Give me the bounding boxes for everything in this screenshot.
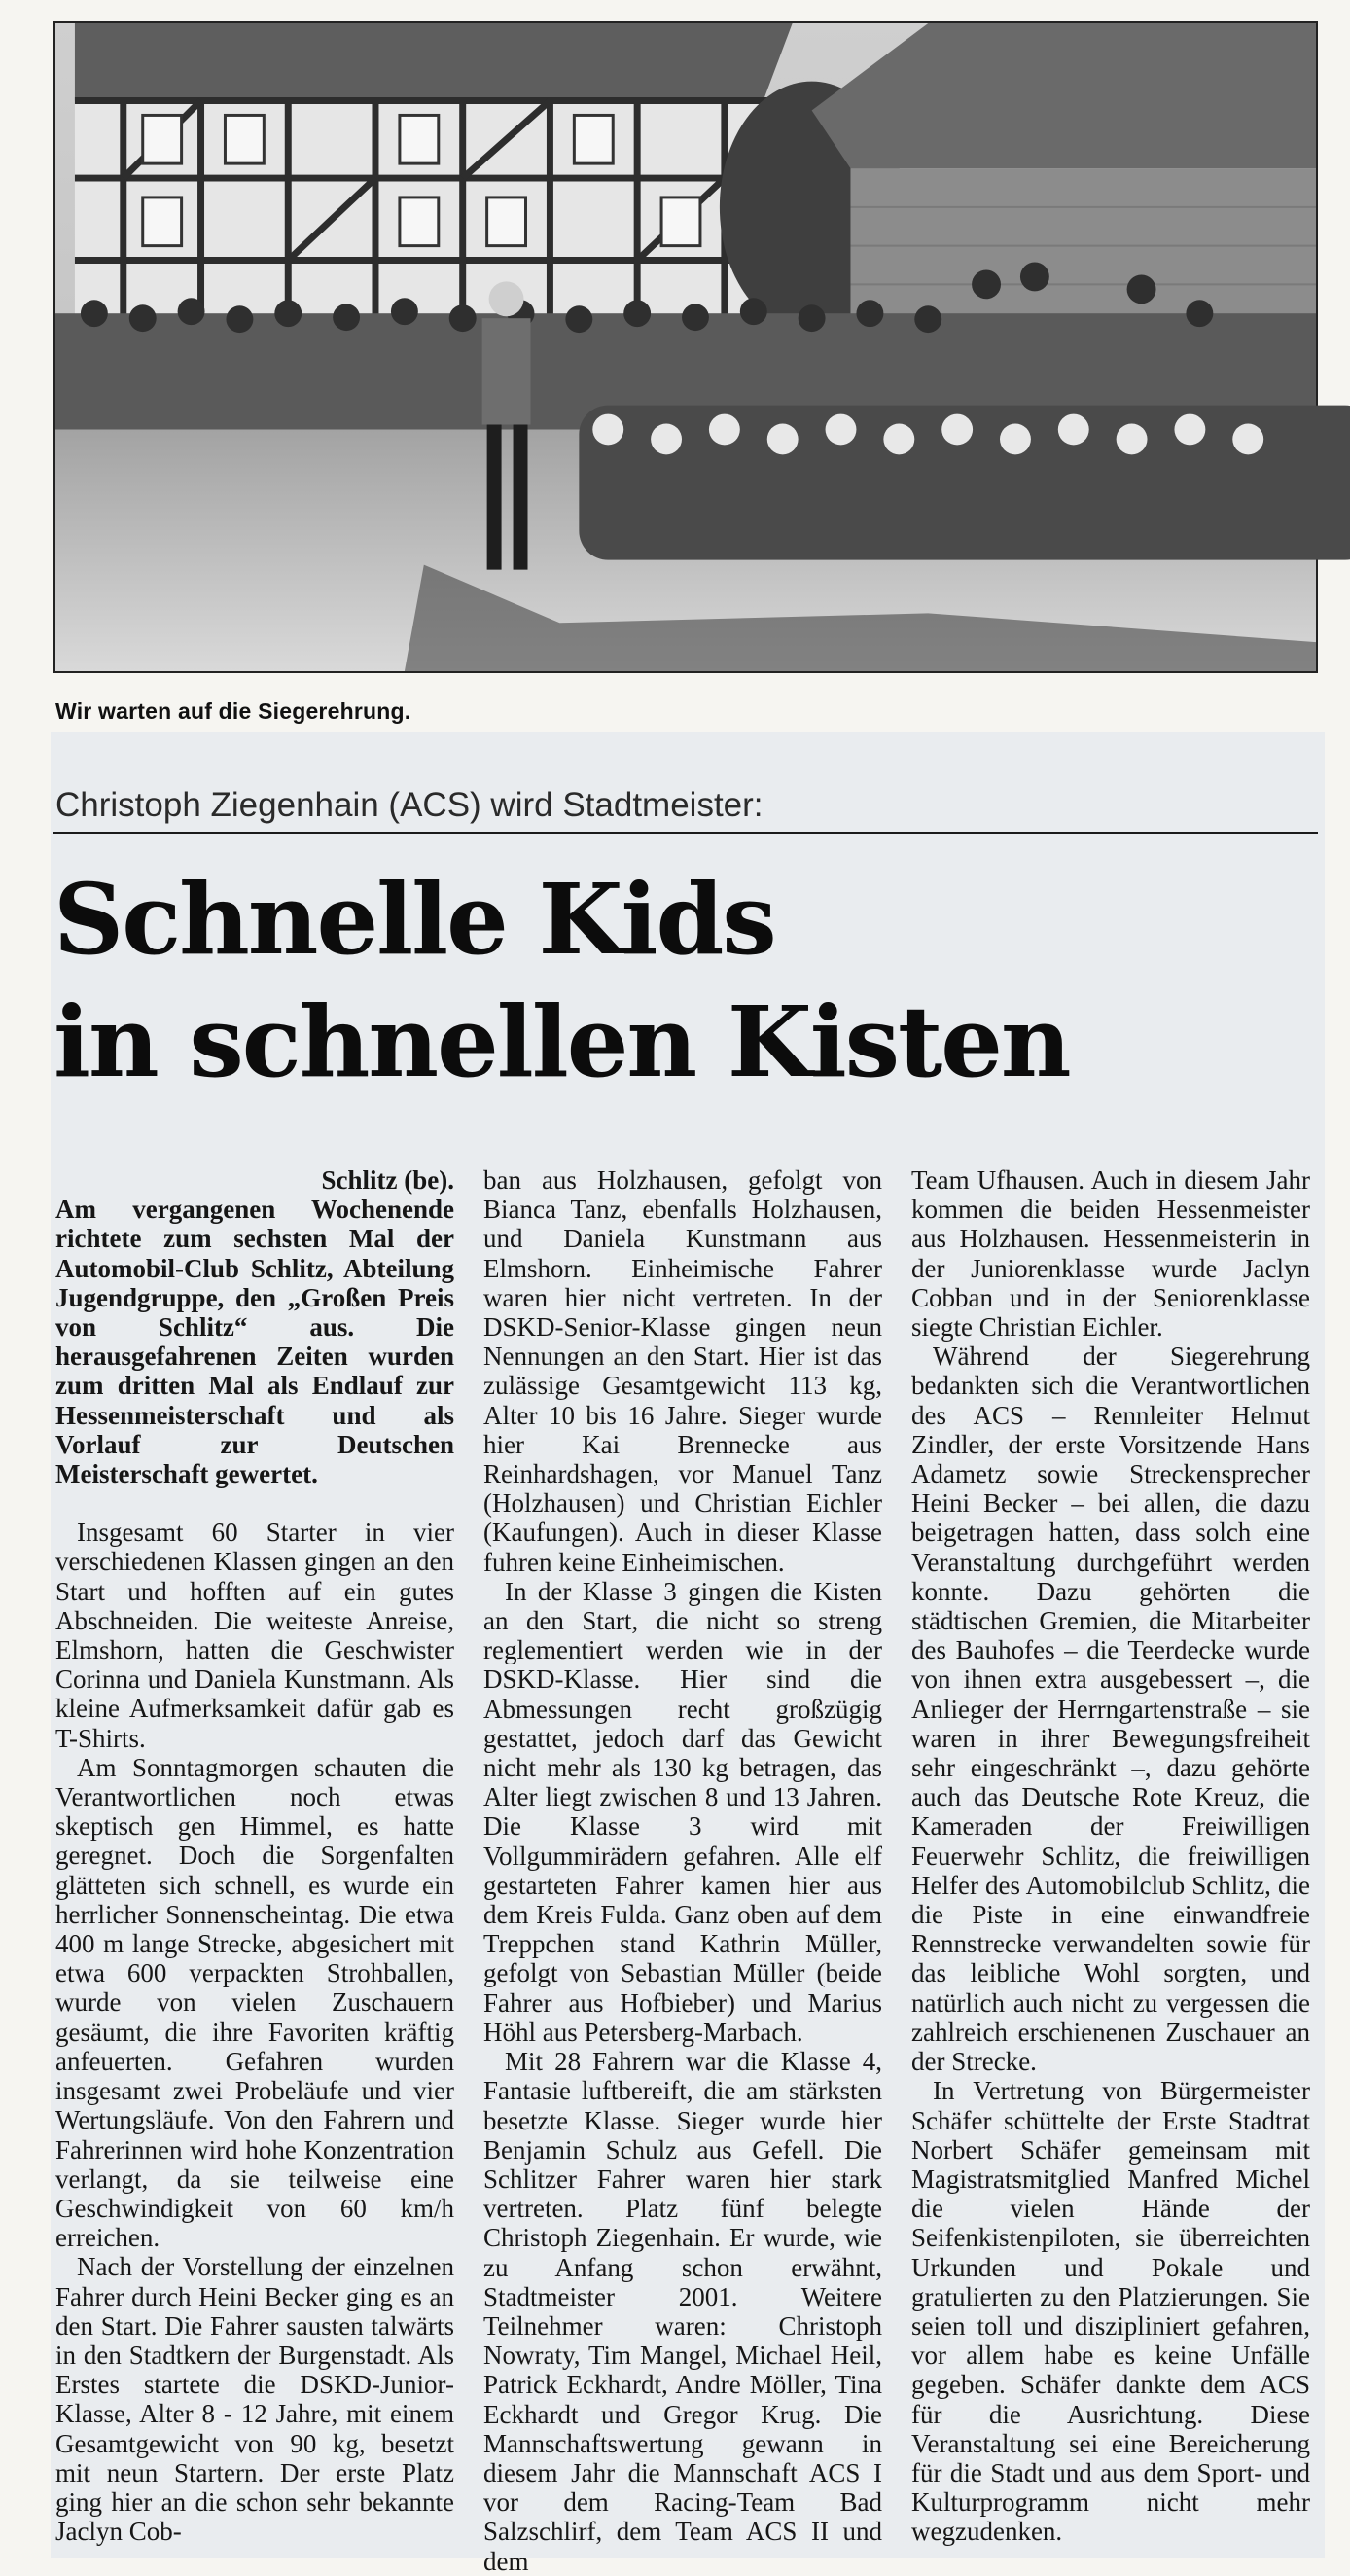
kicker-rule [53, 832, 1318, 834]
body-paragraph: Mit 28 Fahrern war die Klasse 4, Fantasie luftbereift, die am stärksten besetzte Klasse. Sieger wurde hier Benjamin Schulz aus Gefell. Die Schlitzer Fahrer waren hier stark vertreten. Platz fünf belegte Christoph Ziegenhain. Er wurde, wie zu Anfang schon erwähnt, Stadtmeister 2001. Weitere Teilnehmer waren: Christoph Nowraty, Tim Mangel, Michael Heil, Patrick Eckhardt, Andre Möller, Tina Eckhardt und Gregor Krug. Die Mannschaftswertung gewann in diesem Jahr die Mannschaft ACS I vor dem Racing-Team Bad Salzschlirf, dem Team ACS II und dem [483, 2047, 882, 2576]
body-paragraph: Insgesamt 60 Starter in vier verschiedenen Klassen gingen an den Start und hofften auf ein gutes Abschneiden. Die weiteste Anreise, Elmshorn, hatten die Geschwister Corinna und Daniela Kunstmann. Als kleine Aufmerksamkeit dafür gab es T-Shirts. [55, 1518, 454, 1753]
lead-text: Am vergangenen Wochenende richtete zum sechsten Mal der Automobil-Club Schlitz, Abteilung Jugendgruppe, den „Großen Preis von Schlitz“ aus. Die herausgefahrenen Zeiten wurden zum dritten Mal als Endlauf zur Hessenmeisterschaft und als Vorlauf zur Deutschen Meisterschaft gewertet. [55, 1195, 454, 1489]
article-column-3 [911, 1165, 1310, 2557]
body-paragraph: In Vertretung von Bürgermeister Schäfer schüttelte der Erste Stadtrat Norbert Schäfer gemeinsam mit Magistratsmitglied Manfred Michel die vielen Hände der Seifenkistenpiloten, sie überreichten Urkunden und Pokale und gratulierten zu den Platzierungen. Sie seien toll und diszipliniert gefahren, vor allem habe es keine Unfälle gegeben. Schäfer dankte dem ACS für die Ausrichtung. Diese Veranstaltung sei eine Bereicherung für die Stadt und aus dem Sport- und Kulturprogramm nicht mehr wegzudenken. [911, 2076, 1310, 2547]
article-column-2 [483, 1165, 882, 2576]
article-kicker: Christoph Ziegenhain (ACS) wird Stadtmeister: [55, 786, 764, 824]
article-photo [53, 21, 1318, 673]
body-paragraph-continued: ban aus Holzhausen, gefolgt von Bianca Tanz, ebenfalls Holzhausen, und Daniela Kunstmann aus Elmshorn. Einheimische Fahrer waren hier nicht vertreten. In der DSKD-Senior-Klasse gingen neun Nennungen an den Start. Hier ist das zulässige Gesamtgewicht 113 kg, Alter 10 bis 16 Jahre. Sieger wurde hier Kai Brennecke aus Reinhardshagen, vor Manuel Tanz (Holzhausen) und Christian Eichler (Kaufungen). Auch in dieser Klasse fuhren keine Einheimischen. [483, 1165, 882, 1577]
dateline: Schlitz (be). [321, 1165, 454, 1195]
half-timbered-house [75, 23, 793, 333]
headline-line-2: in schnellen Kisten [53, 984, 1070, 1099]
group-photo-illustration [55, 23, 1316, 671]
body-paragraph: Am Sonntagmorgen schauten die Verantwortlichen noch etwas skeptisch gen Himmel, es hatte geregnet. Doch die Sorgenfalten glätteten sich schnell, es wurde ein herrlicher Sonnenscheintag. Die etwa 400 m lange Strecke, abgesichert mit etwa 600 verpackten Strohballen, wurde von vielen Zuschauern gesäumt, die ihre Favoriten kräftig anfeuerten. Gefahren wurden insgesamt zwei Probeläufe und vier Wertungsläufe. Von den Fahrern und Fahrerinnen wird hohe Konzentration verlangt, da sie teilweise eine Geschwindigkeit von 60 km/h erreichen. [55, 1752, 454, 2253]
body-paragraph: Während der Siegerehrung bedankten sich die Verantwortlichen des ACS – Rennleiter Helmut Zindler, der erste Vorsitzende Hans Adametz sowie Streckensprecher Heini Becker – bei allen, die dazu beigetragen hatten, dass solch eine Veranstaltung durchgeführt werden konnte. Dazu gehörten die städtischen Gremien, die Mitarbeiter des Bauhofes – die Teerdecke wurde von ihnen extra ausgebessert –, die Anlieger der Herrngartenstraße – sie waren in ihrer Bewegungsfreiheit sehr eingeschränkt –, dazu gehörte auch das Deutsche Rote Kreuz, die Kameraden der Freiwilligen Feuerwehr Schlitz, die freiwilligen Helfer des Automobilclub Schlitz, die die Piste in eine einwandfreie Rennstrecke verwandelten sowie für das leibliche Wohl sorgten, und natürlich auch nicht zu vergessen die zahlreich erschienenen Zuschauer an der Strecke. [911, 1342, 1310, 2077]
headline-line-1: Schnelle Kids [53, 862, 775, 977]
photo-caption: Wir warten auf die Siegerehrung. [55, 698, 411, 724]
body-paragraph: Nach der Vorstellung der einzelnen Fahrer durch Heini Becker ging es an den Start. Die Fahrer sausten talwärts in den Stadtkern der Burgenstadt. Als Erstes startete die DSKD-Junior-Klasse, Alter 8 - 12 Jahre, mit einem Gesamtgewicht von 90 kg, besetzt mit neun Startern. Der erste Platz ging hier an die schon sehr bekannte Jaclyn Cob- [55, 2252, 454, 2547]
body-paragraph-continued: Team Ufhausen. Auch in diesem Jahr kommen die beiden Hessenmeister aus Holzhausen. Hessenmeisterin in der Juniorenklasse wurde Jaclyn Cobban und in der Seniorenklasse siegte Christian Eichler. [911, 1165, 1310, 1342]
lead-paragraph [55, 1165, 454, 1488]
article-column-1 [55, 1165, 454, 2557]
body-paragraph: In der Klasse 3 gingen die Kisten an den Start, die nicht so streng reglementiert werden wie in der DSKD-Klasse. Hier sind die Abmessungen recht großzügig gestattet, jedoch darf das Gewicht nicht mehr als 130 kg betragen, das Alter liegt zwischen 8 und 13 Jahren. Die Klasse 3 wird mit Vollgummirädern gefahren. Alle elf gestarteten Fahrer kamen hier aus dem Kreis Fulda. Ganz oben auf dem Treppchen stand Kathrin Müller, gefolgt von Sebastian Müller (beide Fahrer aus Hofbieber) und Marius Höhl aus Petersberg-Marbach. [483, 1576, 882, 2047]
article-headline [53, 858, 1318, 1103]
